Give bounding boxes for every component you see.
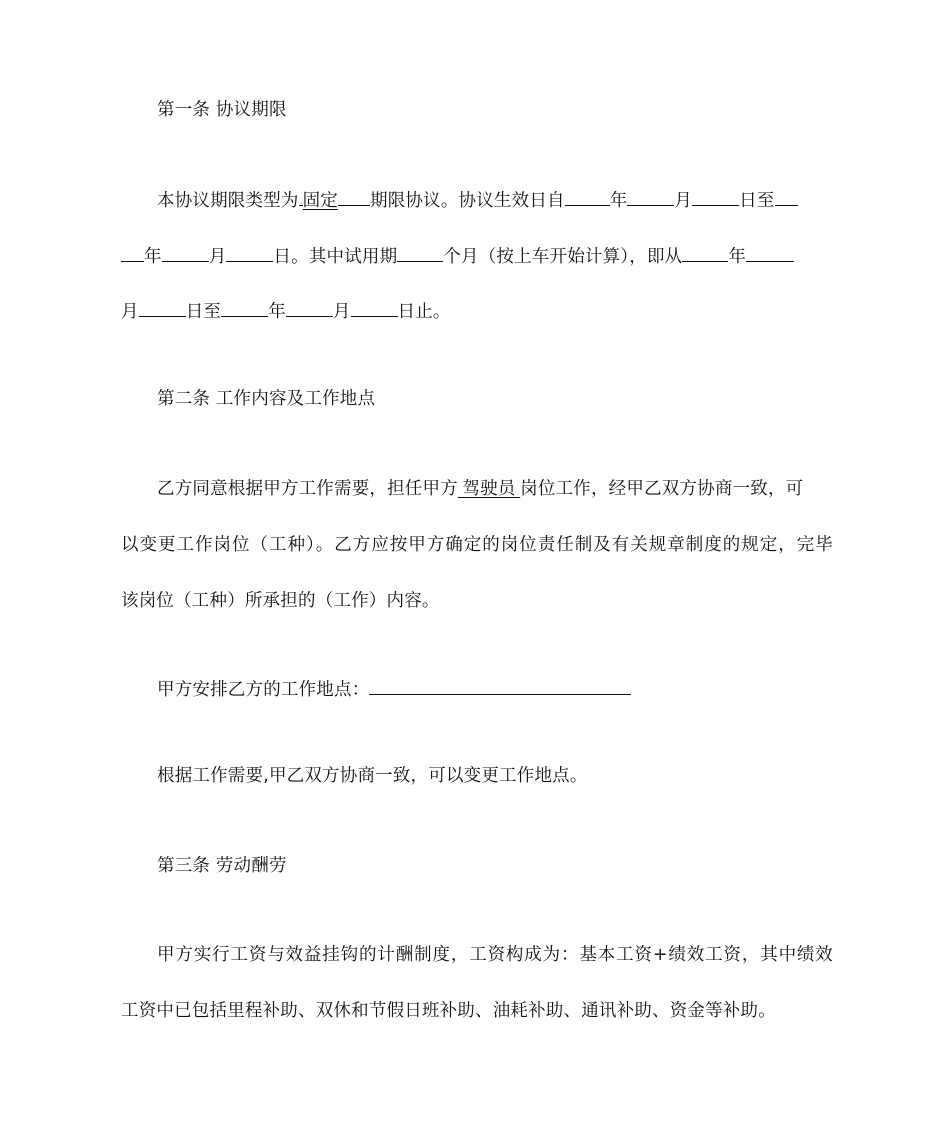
location-change-line [157, 764, 833, 788]
article-2-text-line-2: 以变更工作岗位（工种）。乙方应按甲方确定的岗位责任制及有关规章制度的规定，完毕 [121, 535, 833, 555]
article-1-paragraph-line-1 [157, 187, 833, 213]
article-2-paragraph-line-2 [121, 533, 833, 557]
position-suffix: 岗位工作，经甲乙双方协商一致，可 [520, 479, 804, 499]
article-2-heading-text: 第二条 工作内容及工作地点 [157, 389, 376, 409]
location-change-text: 根据工作需要,甲乙双方协商一致，可以变更工作地点。 [157, 766, 588, 786]
day-to-label: 日至 [185, 302, 222, 322]
blank-end-day [226, 243, 273, 262]
year-label: 年 [609, 191, 628, 211]
effective-date-label: 期限协议。协议生效日自 [370, 191, 565, 211]
year-label: 年 [268, 302, 286, 322]
probation-months-label: 个月（按上车开始计算），即从 [443, 247, 683, 267]
day-to-label: 日至 [739, 191, 775, 211]
blank-probation-end-year [221, 298, 268, 317]
article-3-heading-text: 第三条 劳动酬劳 [157, 856, 287, 876]
position-label: 乙方同意根据甲方工作需要，担任甲方 [157, 479, 458, 499]
blank-probation-months [397, 243, 443, 262]
month-label: 月 [208, 247, 227, 267]
year-label: 年 [144, 247, 162, 267]
work-location-label: 甲方安排乙方的工作地点： [157, 680, 370, 700]
blank-end-month [162, 243, 209, 262]
blank-probation-start-month [746, 243, 794, 262]
article-2-paragraph-line-1 [157, 477, 833, 501]
blank-probation-end-month [286, 298, 333, 317]
blank-probation-start-year [682, 243, 728, 262]
article-2-text-line-3: 该岗位（工种）所承担的（工作）内容。 [121, 591, 440, 611]
article-1-heading-text: 第一条 协议期限 [157, 100, 287, 120]
article-1-paragraph-line-3 [121, 298, 833, 324]
month-label: 月 [121, 302, 139, 322]
blank-end-year [775, 187, 798, 206]
blank-probation-start-day [139, 298, 186, 317]
article-1-heading [157, 98, 833, 122]
blank-start-month [627, 187, 674, 206]
blank-start-year [565, 187, 610, 206]
month-label: 月 [332, 302, 351, 322]
blank-probation-end-day [351, 298, 398, 317]
article-3-heading [157, 854, 833, 878]
year-label: 年 [728, 247, 747, 267]
article-2-paragraph-line-3 [121, 589, 833, 613]
position-value-text: 驾驶员 [462, 479, 516, 499]
month-label: 月 [674, 191, 693, 211]
blank-field [338, 187, 370, 206]
work-location-blank [369, 676, 631, 695]
end-label: 日止。 [397, 302, 451, 322]
article-3-paragraph-line-1 [157, 943, 833, 967]
article-3-text-line-2: 工资中已包括里程补助、双休和节假日班补助、油耗补助、通讯补助、资金等补助。 [121, 1001, 776, 1021]
article-1-paragraph-line-2 [121, 243, 833, 269]
term-type-value: 固定 [302, 191, 339, 211]
article-3-text-line-1: 甲方实行工资与效益挂钩的计酬制度，工资构成为：基本工资+绩效工资，其中绩效 [157, 945, 833, 965]
position-value [458, 479, 520, 499]
term-type-label: 本协议期限类型为 [157, 191, 299, 211]
work-location-line [157, 676, 833, 702]
article-2-heading [157, 387, 833, 411]
blank-start-day [692, 187, 739, 206]
article-3-paragraph-line-2 [121, 999, 833, 1023]
blank-end-year [121, 243, 144, 262]
probation-label: 日。其中试用期 [273, 247, 398, 267]
